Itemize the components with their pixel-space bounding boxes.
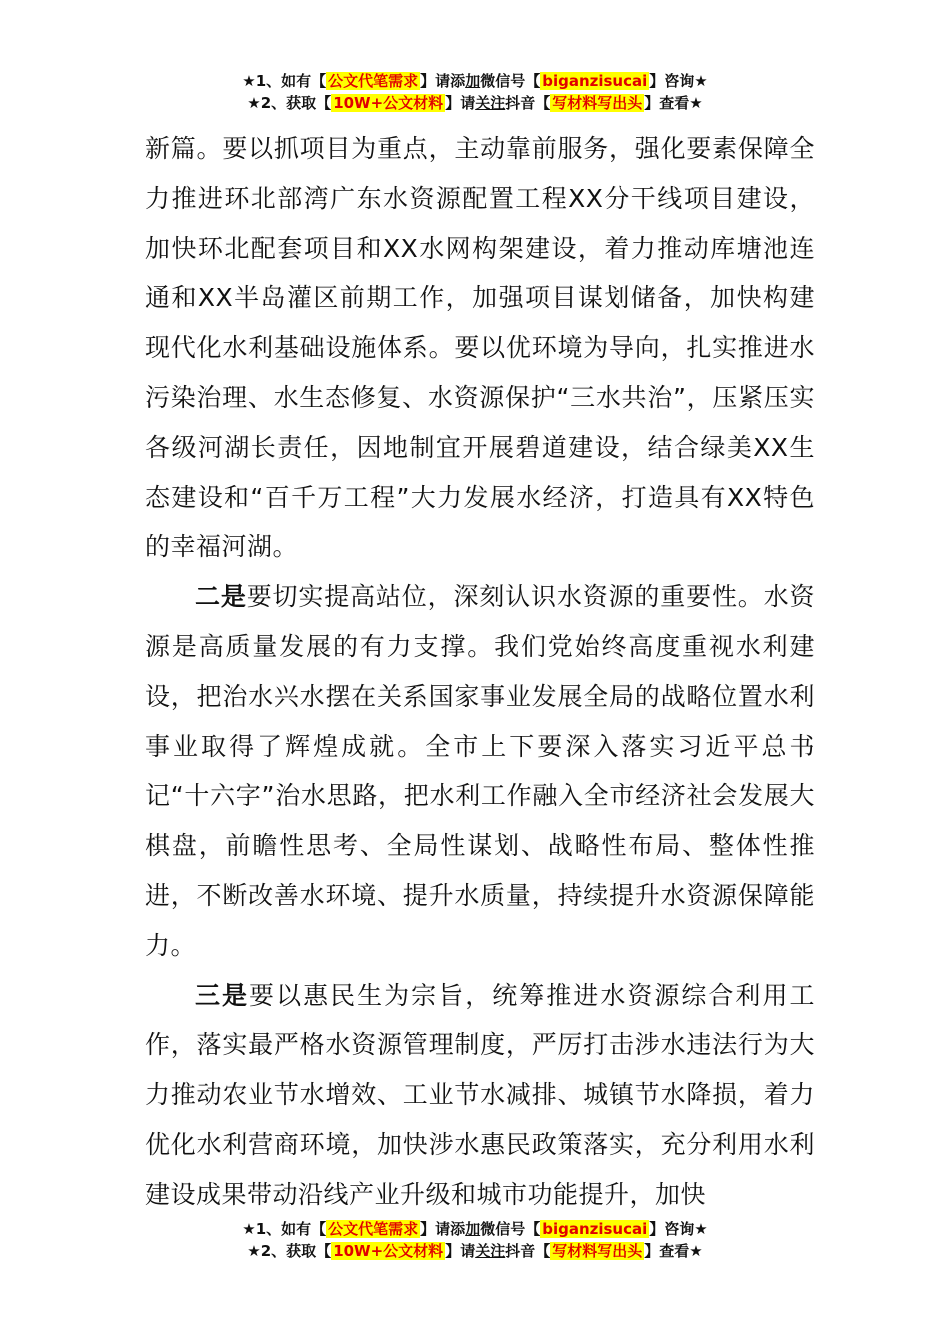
banner-text: ★2、获取【 (247, 1242, 332, 1260)
banner-text: 】请添 (420, 1220, 466, 1238)
banner-text: 】请 (445, 94, 476, 112)
highlight-douyin-account: 写材料写出头 (552, 94, 643, 112)
banner-text: 】查看★ (644, 94, 703, 112)
paragraph-2-lead: 二是 (195, 582, 247, 612)
banner-text: 】请添 (420, 72, 466, 90)
banner-line-2 (0, 92, 950, 114)
highlight-materials: 10W+公文材料 (333, 94, 444, 112)
highlight-douyin-account: 写材料写出头 (552, 1242, 643, 1260)
highlight-wechat-id: biganzisucai (542, 1220, 648, 1238)
banner-text: 抖音【 (505, 94, 551, 112)
highlight-ghostwriting: 公文代笔需求 (328, 72, 419, 90)
banner-text: 】咨询★ (649, 1220, 708, 1238)
footer-banner (0, 1218, 950, 1262)
banner-text: 抖音【 (505, 1242, 551, 1260)
paragraph-3 (145, 971, 815, 1220)
highlight-wechat-id: biganzisucai (542, 72, 648, 90)
paragraph-2 (145, 572, 815, 970)
highlight-ghostwriting: 公文代笔需求 (328, 1220, 419, 1238)
banner-underlined-text: 关注 (475, 1242, 506, 1260)
banner-text: 】请 (445, 1242, 476, 1260)
banner-text: ★1、如有【 (242, 72, 327, 90)
banner-text: 】咨询★ (649, 72, 708, 90)
paragraph-3-lead: 三是 (195, 980, 250, 1010)
banner-text: 微信号【 (480, 72, 541, 90)
banner-text: 】查看★ (644, 1242, 703, 1260)
paragraph-1: 新篇。要以抓项目为重点，主动靠前服务，强化要素保障全力推进环北部湾广东水资源配置工程XX分干线项目建设，加快环北配套项目和XX水网构架建设，着力推动库塘池连通和XX半岛灌区前期工作，加强项目谋划储备，加快构建现代化水利基础设施体系。要以优环境为导向，扎实推进水污染治理、水生态修复、水资源保护“三水共治”，压紧压实各级河湖长责任，因地制宜开展碧道建设，结合绿美XX生态建设和“百千万工程”大力发展水经济，打造具有XX特色的幸福河湖。 (145, 134, 815, 562)
banner-line-1 (0, 70, 950, 92)
banner-underlined-text: 关注 (475, 94, 506, 112)
paragraph-3-text: 要以惠民生为宗旨，统筹推进水资源综合利用工作，落实最严格水资源管理制度，严厉打击涉水违法行为大力推动农业节水增效、工业节水减排、城镇节水降损，着力优化水利营商环境，加快涉水惠民政策落实，充分利用水利建设成果带动沿线产业升级和城市功能提升，加快 (145, 980, 815, 1209)
banner-line-2 (0, 1240, 950, 1262)
banner-underlined-text: 加 (465, 72, 481, 90)
banner-text: ★1、如有【 (242, 1220, 327, 1238)
highlight-materials: 10W+公文材料 (333, 1242, 444, 1260)
banner-text: ★2、获取【 (247, 94, 332, 112)
banner-text: 微信号【 (480, 1220, 541, 1238)
banner-line-1 (0, 1218, 950, 1240)
header-banner (0, 70, 950, 114)
paragraph-2-text: 要切实提高站位，深刻认识水资源的重要性。水资源是高质量发展的有力支撑。我们党始终高度重视水利建设，把治水兴水摆在关系国家事业发展全局的战略位置水利事业取得了辉煌成就。全市上下要深入落实习近平总书记“十六字”治水思路，把水利工作融入全市经济社会发展大棋盘，前瞻性思考、全局性谋划、战略性布局、整体性推进，不断改善水环境、提升水质量，持续提升水资源保障能力。 (145, 582, 815, 960)
banner-underlined-text: 加 (465, 1220, 481, 1238)
document-body (145, 124, 815, 1220)
